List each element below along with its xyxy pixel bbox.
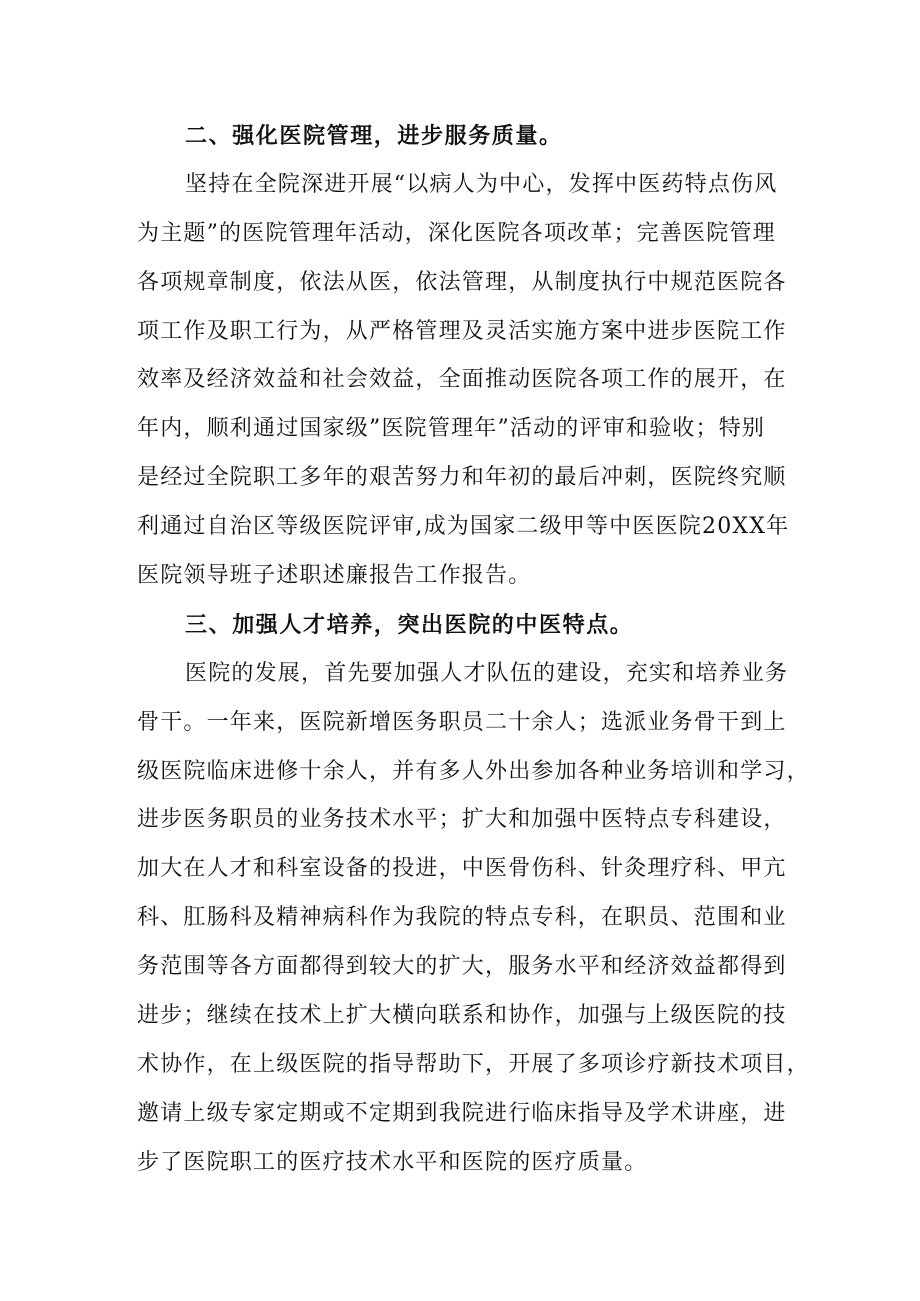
document-body [137,112,810,1188]
paragraph-line: 利通过自治区等级医院评审,成为国家二级甲等中医医院20XX年 [137,514,790,540]
paragraph-line: 是经过全院职工多年的艰苦努力和年初的最后冲刺，医院终究顺 [137,465,787,491]
paragraph-line: 步了医院职工的医疗技术水平和医院的医疗质量。 [137,1149,648,1175]
paragraph-line: 各项规章制度，依法从医，依法管理，从制度执行中规范医院各 [137,269,787,295]
paragraph-line: 医院的发展，首先要加强人才队伍的建设，充实和培养业务 [185,660,789,686]
paragraph-line: 术协作，在上级医院的指导帮助下，开展了多项诊疗新技术项目， [137,1051,810,1077]
paragraph-line: 为主题”的医院管理年活动，深化医院各项改革；完善医院管理 [137,220,776,246]
section-2-paragraph [137,161,797,601]
paragraph-line: 邀请上级专家定期或不定期到我院进行临床指导及学术讲座，进 [137,1100,787,1126]
section-2-heading: 二、强化医院管理，进步服务质量。 [185,123,563,149]
paragraph-line: 科、肛肠科及精神病科作为我院的特点专科，在职员、范围和业 [137,905,787,931]
paragraph-line: 加大在人才和科室设备的投进，中医骨伤科、针灸理疗科、甲亢 [137,856,787,882]
paragraph-line: 进步；继续在技术上扩大横向联系和协作，加强与上级医院的技 [137,1003,787,1029]
section-3-paragraph [137,650,810,1188]
paragraph-line: 级医院临床进修十余人，并有多人外出参加各种业务培训和学习， [137,758,810,784]
paragraph-line: 项工作及职工行为，从严格管理及灵活实施方案中进步医院工作 [137,318,787,344]
paragraph-line: 进步医务职员的业务技术水平；扩大和加强中医特点专科建设， [137,807,787,833]
section-3-heading: 三、加强人才培养，突出医院的中医特点。 [185,611,634,638]
paragraph-line: 骨干。一年来，医院新增医务职员二十余人；选派业务骨干到上 [137,709,787,735]
paragraph-line: 效率及经济效益和社会效益，全面推动医院各项工作的展开，在 [137,367,787,393]
paragraph-line: 务范围等各方面都得到较大的扩大，服务水平和经济效益都得到 [137,954,787,980]
paragraph-line: 年内，顺利通过国家级”医院管理年”活动的评审和验收；特别 [137,416,766,442]
paragraph-line: 坚持在全院深进开展“以病人为中心，发挥中医药特点伤风 [185,171,778,197]
paragraph-line: 医院领导班子述职述廉报告工作报告。 [137,563,532,589]
